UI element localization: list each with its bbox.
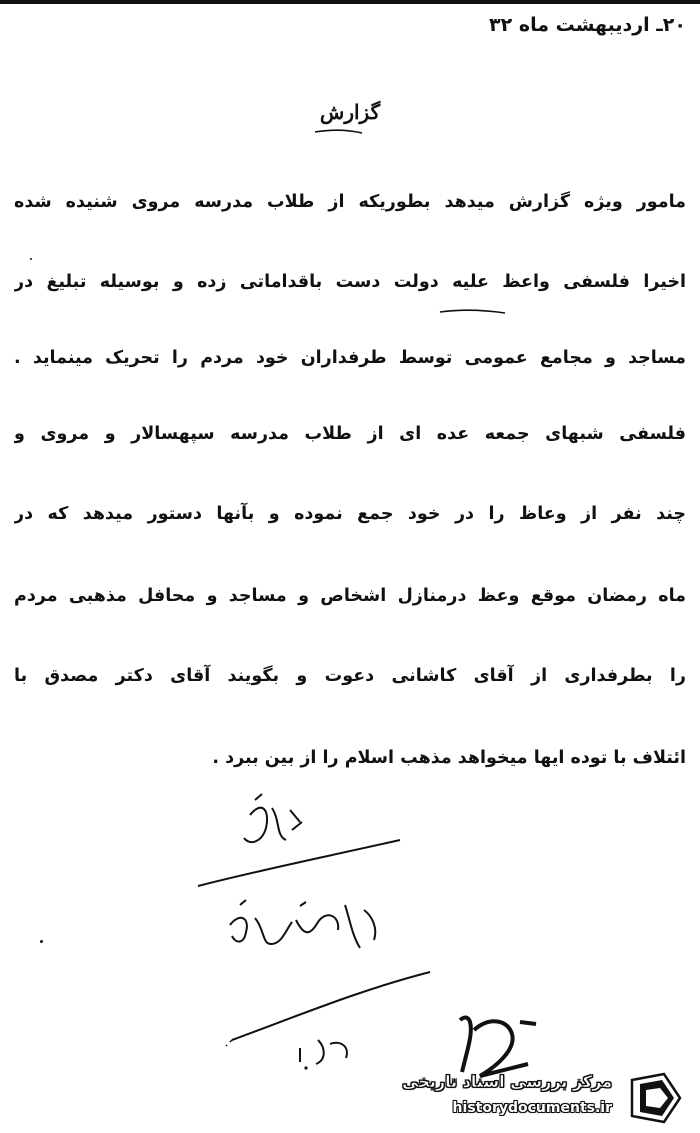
handwritten-initials <box>300 1040 347 1070</box>
scan-speck <box>40 940 43 943</box>
document-heading: گزارش <box>319 100 381 124</box>
handwritten-note-1-signature <box>244 794 302 842</box>
body-line-1: مامور ویژه گزارش میدهد بطوریکه از طلاب مدرسه مروی شنیده شده <box>14 192 686 212</box>
body-line-5: چند نفر از وعاظ را در خود جمع نموده و بآنها دستور میدهد که در <box>14 504 686 524</box>
body-line-2: اخیرا فلسفی واعظ علیه دولت دست باقداماتی زده و بوسیله تبلیغ در <box>14 272 686 292</box>
watermark-url: historydocuments.ir <box>452 1100 612 1116</box>
body-line-7: را بطرفداری از آقای کاشانی دعوت و بگویند آقای دکتر مصدق با <box>14 666 686 686</box>
document-archive-logo-icon <box>624 1070 686 1126</box>
archive-watermark <box>402 1066 690 1128</box>
handwritten-note-2-signature <box>230 900 375 948</box>
body-line-8: ائتلاف با توده ایها میخواهد مذهب اسلام را از بین ببرد . <box>212 748 686 768</box>
scan-speck <box>30 258 32 260</box>
document-date: ۲۰ـ اردیبهشت ماه ۳۲ <box>489 14 686 36</box>
body-line-3: مساجد و مجامع عمومی توسط طرفداران خود مردم را تحریک مینماید . <box>14 348 686 368</box>
body-line-4: فلسفی شبهای جمعه عده ای از طلاب مدرسه سپهسالار و مروی و <box>14 424 686 444</box>
watermark-name: مرکز بررسی اسناد تاریخی <box>402 1072 612 1091</box>
body-line-6: ماه رمضان موقع وعظ درمنازل اشخاص و مساجد و محافل مذهبی مردم <box>14 586 686 606</box>
